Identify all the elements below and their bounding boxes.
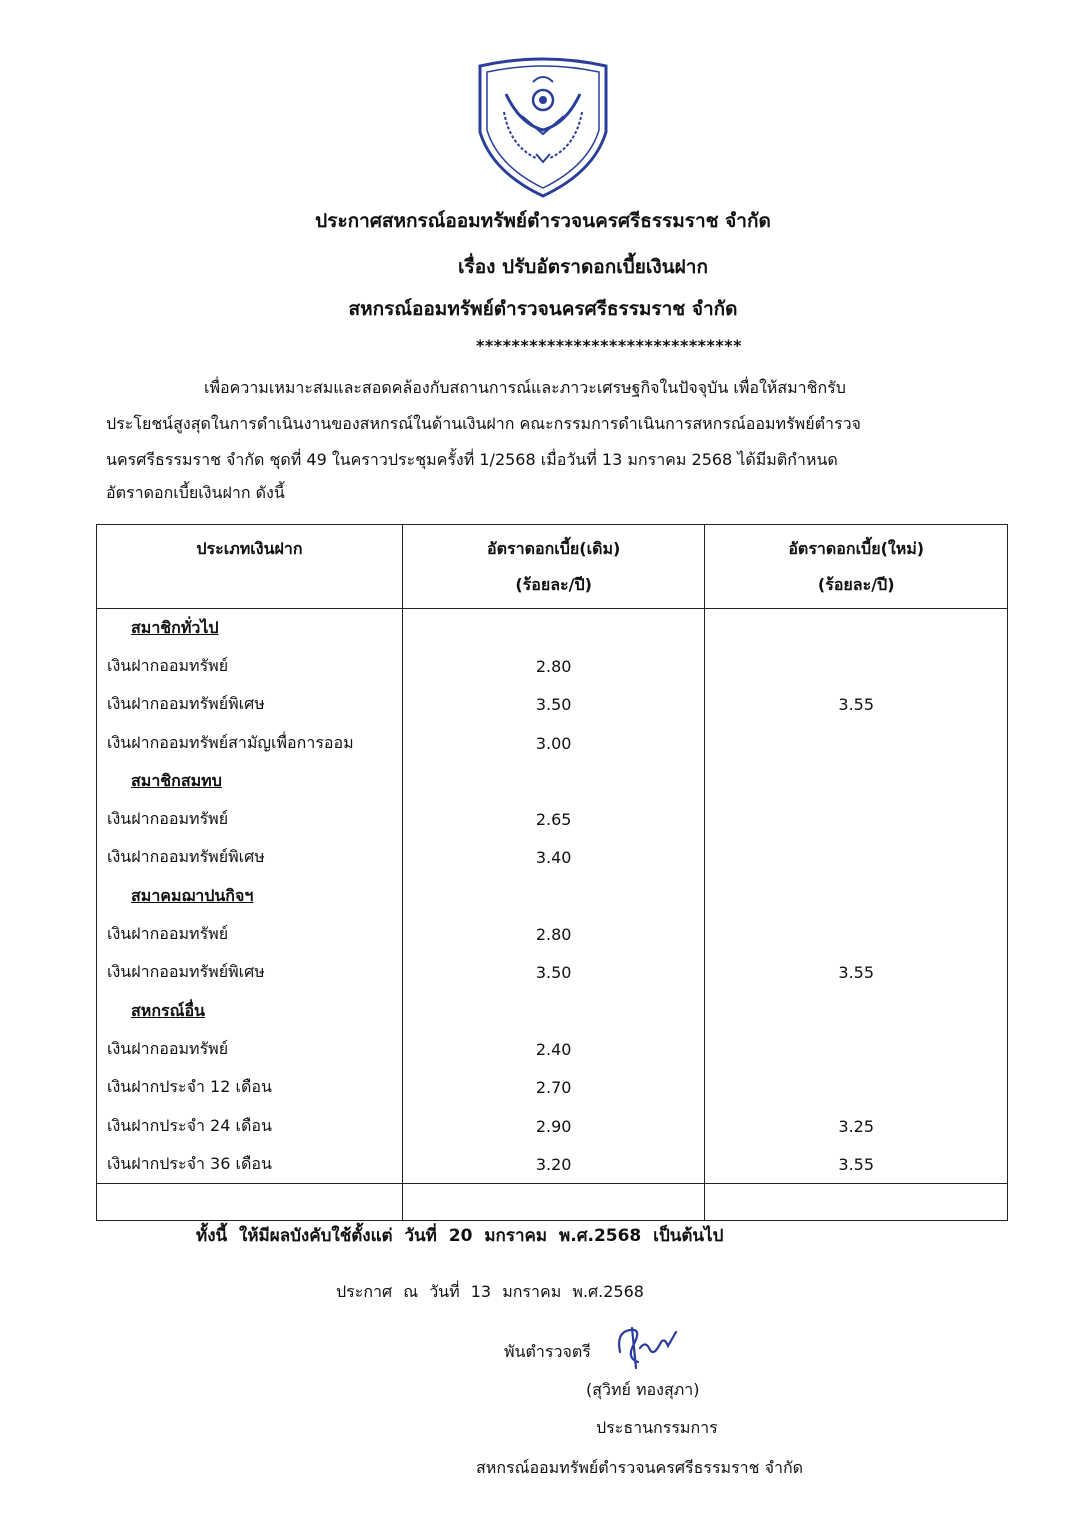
table-row <box>97 1069 1008 1107</box>
interest-rate-table <box>96 524 1008 1221</box>
old-rate-cell: 3.20 <box>402 1145 705 1184</box>
new-rate-cell: 3.55 <box>705 954 1008 992</box>
new-rate-cell <box>705 1030 1008 1068</box>
effective-date: ทั้งนี้ ให้มีผลบังคับใช้ตั้งแต่ วันที่ 20 มกราคม พ.ศ.2568 เป็นต้นไป <box>196 1226 724 1246</box>
subject-line: เรื่อง ปรับอัตราดอกเบี้ยเงินฝาก <box>458 256 708 278</box>
old-rate-cell: 3.40 <box>402 839 705 877</box>
old-rate-cell: 3.50 <box>402 686 705 724</box>
table-group-row <box>97 609 1008 648</box>
table-body <box>97 609 1008 1221</box>
deposit-type-cell: เงินฝากออมทรัพย์พิเศษ <box>97 839 403 877</box>
cooperative-logo-icon <box>476 54 610 198</box>
new-rate-cell: 3.55 <box>705 1145 1008 1184</box>
new-rate-cell <box>705 915 1008 953</box>
deposit-type-cell: เงินฝากออมทรัพย์พิเศษ <box>97 686 403 724</box>
header-new-rate: อัตราดอกเบี้ย(ใหม่) (ร้อยละ/ปี) <box>705 525 1008 609</box>
empty-cell <box>705 762 1008 800</box>
deposit-type-cell: เงินฝากประจำ 24 เดือน <box>97 1107 403 1145</box>
deposit-type-cell: เงินฝากออมทรัพย์ <box>97 647 403 685</box>
table-group-row <box>97 762 1008 800</box>
deposit-type-cell: เงินฝากออมทรัพย์ <box>97 800 403 838</box>
empty-cell <box>402 762 705 800</box>
old-rate-cell: 3.00 <box>402 724 705 762</box>
blank-row <box>97 1184 1008 1221</box>
table-row <box>97 686 1008 724</box>
deposit-type-cell: เงินฝากประจำ 36 เดือน <box>97 1145 403 1184</box>
table-row <box>97 954 1008 992</box>
intro-line-1: เพื่อความเหมาะสมและสอดคล้องกับสถานการณ์และภาวะเศรษฐกิจในปัจจุบัน เพื่อให้สมาชิกรับ <box>204 378 846 397</box>
table-row <box>97 1145 1008 1184</box>
empty-cell <box>402 1184 705 1221</box>
old-rate-cell: 2.80 <box>402 915 705 953</box>
deposit-type-cell: เงินฝากออมทรัพย์สามัญเพื่อการออม <box>97 724 403 762</box>
table-row <box>97 1030 1008 1068</box>
empty-cell <box>402 992 705 1030</box>
header-deposit-type: ประเภทเงินฝาก <box>97 525 403 609</box>
empty-cell <box>402 877 705 915</box>
table-row <box>97 724 1008 762</box>
empty-cell <box>402 609 705 648</box>
group-label: สหกรณ์อื่น <box>97 992 403 1030</box>
table-row <box>97 647 1008 685</box>
new-rate-cell <box>705 1069 1008 1107</box>
intro-line-4: อัตราดอกเบี้ยเงินฝาก ดังนี้ <box>106 483 285 502</box>
old-rate-cell: 2.65 <box>402 800 705 838</box>
deposit-type-cell: เงินฝากออมทรัพย์พิเศษ <box>97 954 403 992</box>
table-row <box>97 839 1008 877</box>
new-rate-cell <box>705 647 1008 685</box>
intro-line-3: นครศรีธรรมราช จำกัด ชุดที่ 49 ในคราวประชุมครั้งที่ 1/2568 เมื่อวันที่ 13 มกราคม 2568 ได้มีมติกำหนด <box>106 450 838 469</box>
new-rate-cell <box>705 839 1008 877</box>
table-group-row <box>97 992 1008 1030</box>
announcement-title: ประกาศสหกรณ์ออมทรัพย์ตำรวจนครศรีธรรมราช จำกัด <box>315 210 771 232</box>
new-rate-cell <box>705 724 1008 762</box>
old-rate-cell: 2.80 <box>402 647 705 685</box>
empty-cell <box>705 609 1008 648</box>
group-label: สมาคมฌาปนกิจฯ <box>97 877 403 915</box>
empty-cell <box>97 1184 403 1221</box>
empty-cell <box>705 992 1008 1030</box>
intro-paragraph <box>106 370 1006 508</box>
table-group-row <box>97 877 1008 915</box>
signer-rank: พันตำรวจตรี <box>504 1342 591 1361</box>
old-rate-cell: 2.70 <box>402 1069 705 1107</box>
deposit-type-cell: เงินฝากออมทรัพย์ <box>97 1030 403 1068</box>
signer-name: (สุวิทย์ ทองสุภา) <box>586 1380 700 1399</box>
signer-position: ประธานกรรมการ <box>596 1418 718 1437</box>
signer-organization: สหกรณ์ออมทรัพย์ตำรวจนครศรีธรรมราช จำกัด <box>476 1458 804 1477</box>
old-rate-cell: 3.50 <box>402 954 705 992</box>
new-rate-cell <box>705 800 1008 838</box>
table-row <box>97 1107 1008 1145</box>
empty-cell <box>705 877 1008 915</box>
deposit-type-cell: เงินฝากออมทรัพย์ <box>97 915 403 953</box>
table-row <box>97 800 1008 838</box>
group-label: สมาชิกสมทบ <box>97 762 403 800</box>
organization-title: สหกรณ์ออมทรัพย์ตำรวจนครศรีธรรมราช จำกัด <box>348 298 738 320</box>
handwritten-signature-icon <box>612 1322 684 1370</box>
intro-line-2: ประโยชน์สูงสุดในการดำเนินงานของสหกรณ์ในด้านเงินฝาก คณะกรรมการดำเนินการสหกรณ์ออมทรัพย์ตำรวจ <box>106 414 861 433</box>
old-rate-cell: 2.90 <box>402 1107 705 1145</box>
deposit-type-cell: เงินฝากประจำ 12 เดือน <box>97 1069 403 1107</box>
new-rate-cell: 3.55 <box>705 686 1008 724</box>
header-old-rate: อัตราดอกเบี้ย(เดิม) (ร้อยละ/ปี) <box>402 525 705 609</box>
old-rate-cell: 2.40 <box>402 1030 705 1068</box>
group-label: สมาชิกทั่วไป <box>97 609 403 648</box>
new-rate-cell: 3.25 <box>705 1107 1008 1145</box>
table-row <box>97 915 1008 953</box>
announcement-date: ประกาศ ณ วันที่ 13 มกราคม พ.ศ.2568 <box>336 1282 644 1301</box>
separator-stars: ****************************** <box>476 336 743 355</box>
empty-cell <box>705 1184 1008 1221</box>
